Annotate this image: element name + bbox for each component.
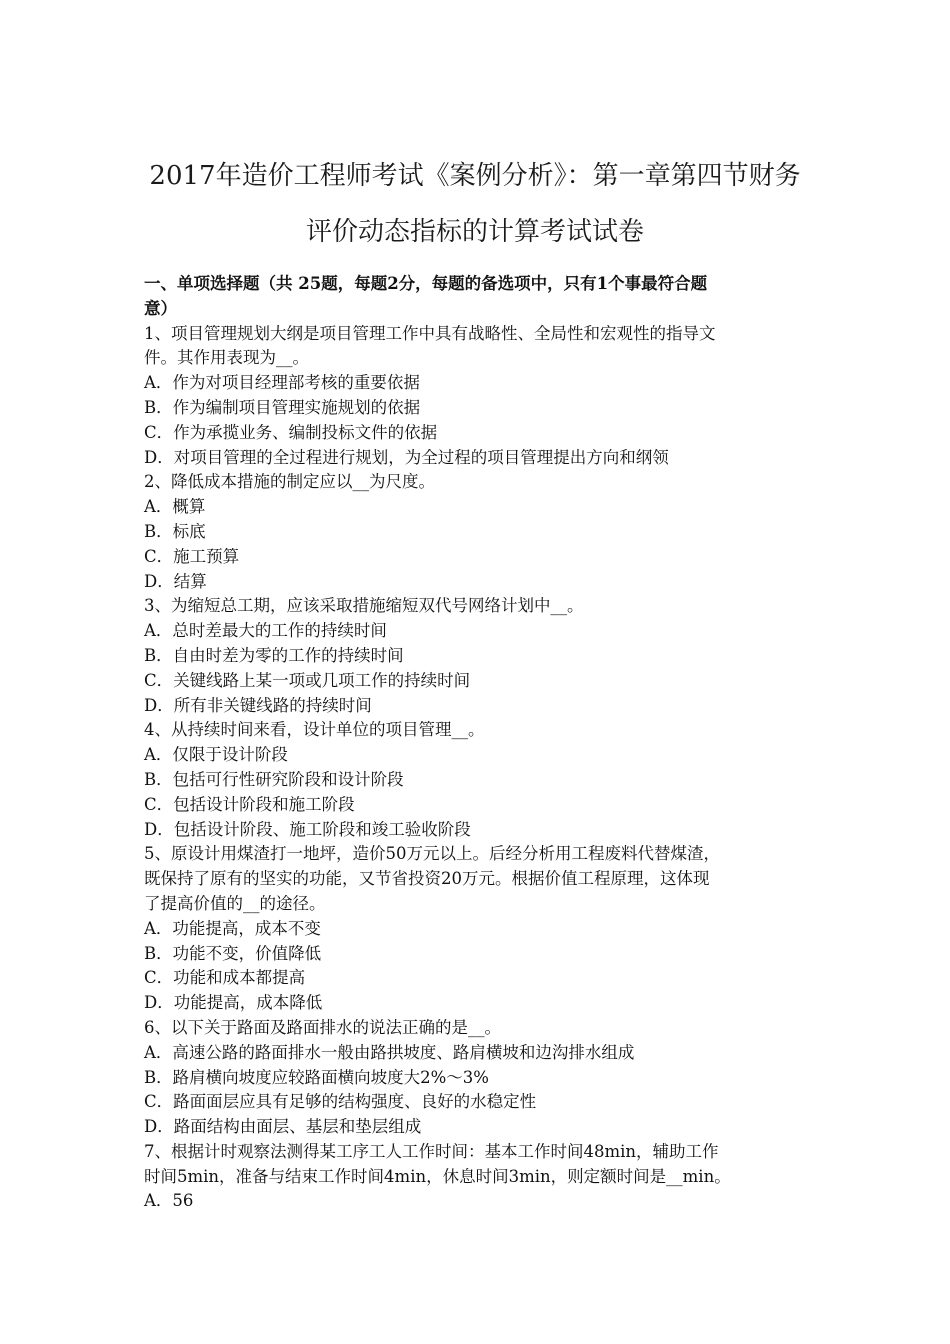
- answer-option: D．结算: [144, 571, 207, 591]
- answer-option: D．对项目管理的全过程进行规划，为全过程的项目管理提出方向和纲领: [144, 447, 669, 467]
- question-item: [144, 322, 810, 471]
- answer-option: A．56: [144, 1191, 194, 1211]
- question-stem-line: 时间5min，准备与结束工作时间4min，休息时间3min，则定额时间是__min。: [144, 1166, 731, 1186]
- answer-option: D．路面结构由面层、基层和垫层组成: [144, 1117, 422, 1137]
- question-stem-line: 1、项目管理规划大纲是项目管理工作中具有战略性、全局性和宏观性的指导文: [144, 323, 716, 343]
- question-item: [144, 718, 810, 842]
- answer-option: B．功能不变，价值降低: [144, 943, 322, 963]
- answer-option: B．作为编制项目管理实施规划的依据: [144, 397, 421, 417]
- question-stem-line: 3、为缩短总工期，应该采取措施缩短双代号网络计划中__。: [144, 596, 584, 616]
- answer-option: D．功能提高，成本降低: [144, 993, 323, 1013]
- answer-option: A．作为对项目经理部考核的重要依据: [144, 373, 420, 393]
- section-heading: [144, 272, 810, 322]
- question-item: [144, 594, 810, 718]
- answer-option: B．自由时差为零的工作的持续时间: [144, 645, 404, 665]
- question-stem-line: 6、以下关于路面及路面排水的说法正确的是__。: [144, 1017, 501, 1037]
- answer-option: C．作为承揽业务、编制投标文件的依据: [144, 422, 438, 442]
- question-stem-line: 既保持了原有的坚实的功能，又节省投资20万元。根据价值工程原理，这体现: [144, 869, 710, 889]
- question-list: [144, 272, 810, 1214]
- answer-option: B．包括可行性研究阶段和设计阶段: [144, 769, 404, 789]
- question-stem-line: 了提高价值的__的途径。: [144, 893, 326, 913]
- answer-option: C．路面面层应具有足够的结构强度、良好的水稳定性: [144, 1092, 537, 1112]
- answer-option: A．功能提高，成本不变: [144, 918, 321, 938]
- question-stem-line: 件。其作用表现为__。: [144, 348, 309, 368]
- answer-option: B．标底: [144, 521, 206, 541]
- question-item: [144, 1140, 810, 1214]
- title-line-1: 2017年造价工程师考试《案例分析》：第一章第四节财务: [149, 161, 801, 191]
- answer-option: C．功能和成本都提高: [144, 968, 306, 988]
- answer-option: D．包括设计阶段、施工阶段和竣工验收阶段: [144, 819, 471, 839]
- question-item: [144, 1016, 810, 1140]
- answer-option: B．路肩横向坡度应较路面横向坡度大2%～3%: [144, 1067, 489, 1087]
- answer-option: C．施工预算: [144, 546, 240, 566]
- document-title: [100, 148, 850, 260]
- title-line-2: 评价动态指标的计算考试试卷: [305, 217, 644, 247]
- question-stem-line: 2、降低成本措施的制定应以__为尺度。: [144, 472, 435, 492]
- question-stem-line: 5、原设计用煤渣打一地坪，造价50万元以上。后经分析用工程废料代替煤渣，: [144, 844, 720, 864]
- answer-option: D．所有非关键线路的持续时间: [144, 695, 372, 715]
- question-stem-line: 4、从持续时间来看，设计单位的项目管理__。: [144, 720, 485, 740]
- answer-option: A．概算: [144, 497, 206, 517]
- answer-option: A．仅限于设计阶段: [144, 745, 288, 765]
- section-heading-line: 一、单项选择题（共 25题，每题2分，每题的备选项中，只有1个事最符合题: [144, 274, 708, 293]
- answer-option: A．高速公路的路面排水一般由路拱坡度、路肩横坡和边沟排水组成: [144, 1042, 635, 1062]
- answer-option: C．关键线路上某一项或几项工作的持续时间: [144, 670, 471, 690]
- answer-option: C．包括设计阶段和施工阶段: [144, 794, 355, 814]
- question-item: [144, 470, 810, 594]
- question-stem-line: 7、根据计时观察法测得某工序工人工作时间：基本工作时间48min，辅助工作: [144, 1141, 719, 1161]
- answer-option: A．总时差最大的工作的持续时间: [144, 621, 387, 641]
- question-item: [144, 842, 810, 1016]
- section-heading-line: 意）: [144, 298, 177, 318]
